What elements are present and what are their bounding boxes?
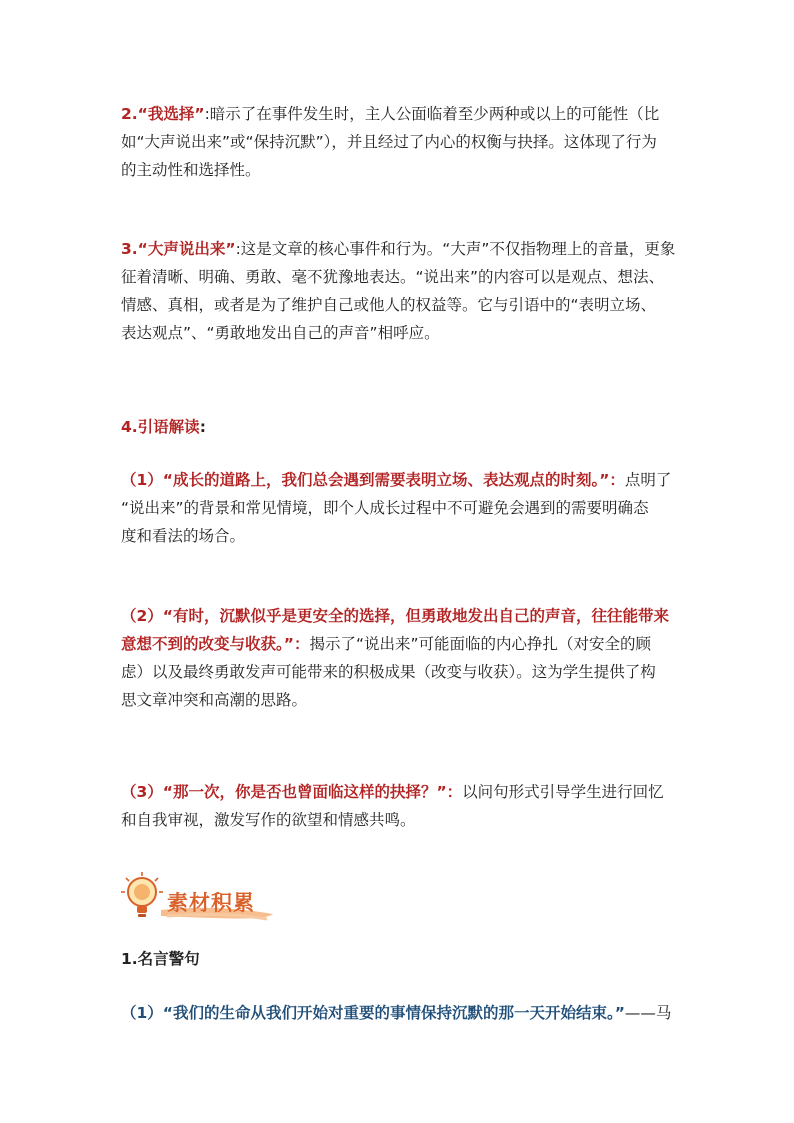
quote-2-text-end: 意想不到的改变与收获。”： xyxy=(121,635,310,653)
section-2-line-3: 的主动性和选择性。 xyxy=(121,161,261,179)
section-4-heading: 4.引语解读 xyxy=(121,418,200,436)
quote-1-line-2: “说出来”的背景和常见情境，即个人成长过程中不可避免会遇到的需要明确态 xyxy=(121,499,649,517)
material-quote-1-line-1 xyxy=(121,999,673,1027)
quote-1-line-1 xyxy=(121,466,673,494)
quote-3-paragraph xyxy=(121,778,673,834)
quote-1-line-3: 度和看法的场合。 xyxy=(121,527,246,545)
quote-2-line-1: （2）“有时，沉默似乎是更安全的选择，但勇敢地发出自己的声音，往往能带来 xyxy=(121,607,669,625)
quote-2-explain-1: 揭示了“说出来”可能面临的内心挣扎（对安全的顾 xyxy=(309,635,652,653)
quote-3-text: （3）“那一次，你是否也曾面临这样的抉择？”： xyxy=(121,783,463,801)
section-3-paragraph xyxy=(121,235,676,347)
quote-2-line-3: 虑）以及最终勇敢发声可能带来的积极成果（改变与收获）。这为学生提供了构 xyxy=(121,663,656,681)
section-2-heading: 2.“我选择” xyxy=(121,105,205,123)
material-quote-1-paragraph xyxy=(121,999,673,1027)
section-3-heading: 3.“大声说出来” xyxy=(121,240,236,258)
quote-3-line-2: 和自我审视，激发写作的欲望和情感共鸣。 xyxy=(121,811,416,829)
quote-3-explain-1: 以问句形式引导学生进行回忆 xyxy=(462,783,664,801)
section-3-line-4: 表达观点”、“勇敢地发出自己的声音”相呼应。 xyxy=(121,324,440,342)
material-quote-1-dash: ——马 xyxy=(624,1004,672,1022)
section-4-colon: : xyxy=(199,418,206,436)
section-3-line-1 xyxy=(121,235,676,263)
section-2-text-1: :暗示了在事件发生时，主人公面临着至少两种或以上的可能性（比 xyxy=(204,105,660,123)
material-heading-line xyxy=(121,945,673,973)
material-heading: 1.名言警句 xyxy=(121,950,200,968)
quote-3-line-1 xyxy=(121,778,673,806)
material-quote-1-text: （1）“我们的生命从我们开始对重要的事情保持沉默的那一天开始结束。” xyxy=(121,1004,625,1022)
quote-2-paragraph xyxy=(121,602,673,714)
section-2-line-2: 如“大声说出来”或“保持沉默”），并且经过了内心的权衡与抉择。这体现了行为 xyxy=(121,133,657,151)
quote-2-line-4: 思文章冲突和高潮的思路。 xyxy=(121,691,308,709)
quote-1-text: （1）“成长的道路上，我们总会遇到需要表明立场、表达观点的时刻。”： xyxy=(121,471,625,489)
section-4-heading-line xyxy=(121,413,673,441)
section-3-text-1: :这是文章的核心事件和行为。“大声”不仅指物理上的音量，更象 xyxy=(235,240,676,258)
section-3-line-2: 征着清晰、明确、勇敢、毫不犹豫地表达。“说出来”的内容可以是观点、想法、 xyxy=(121,268,665,286)
section-2-line-1 xyxy=(121,100,673,128)
quote-2-line-2 xyxy=(121,630,673,658)
section-2-paragraph xyxy=(121,100,673,184)
section-banner xyxy=(117,870,277,926)
section-3-line-3: 情感、真相，或者是为了维护自己或他人的权益等。它与引语中的“表明立场、 xyxy=(121,296,657,314)
banner-title: 素材积累 xyxy=(167,891,255,915)
quote-1-paragraph xyxy=(121,466,673,550)
quote-1-explain-1: 点明了 xyxy=(624,471,672,489)
